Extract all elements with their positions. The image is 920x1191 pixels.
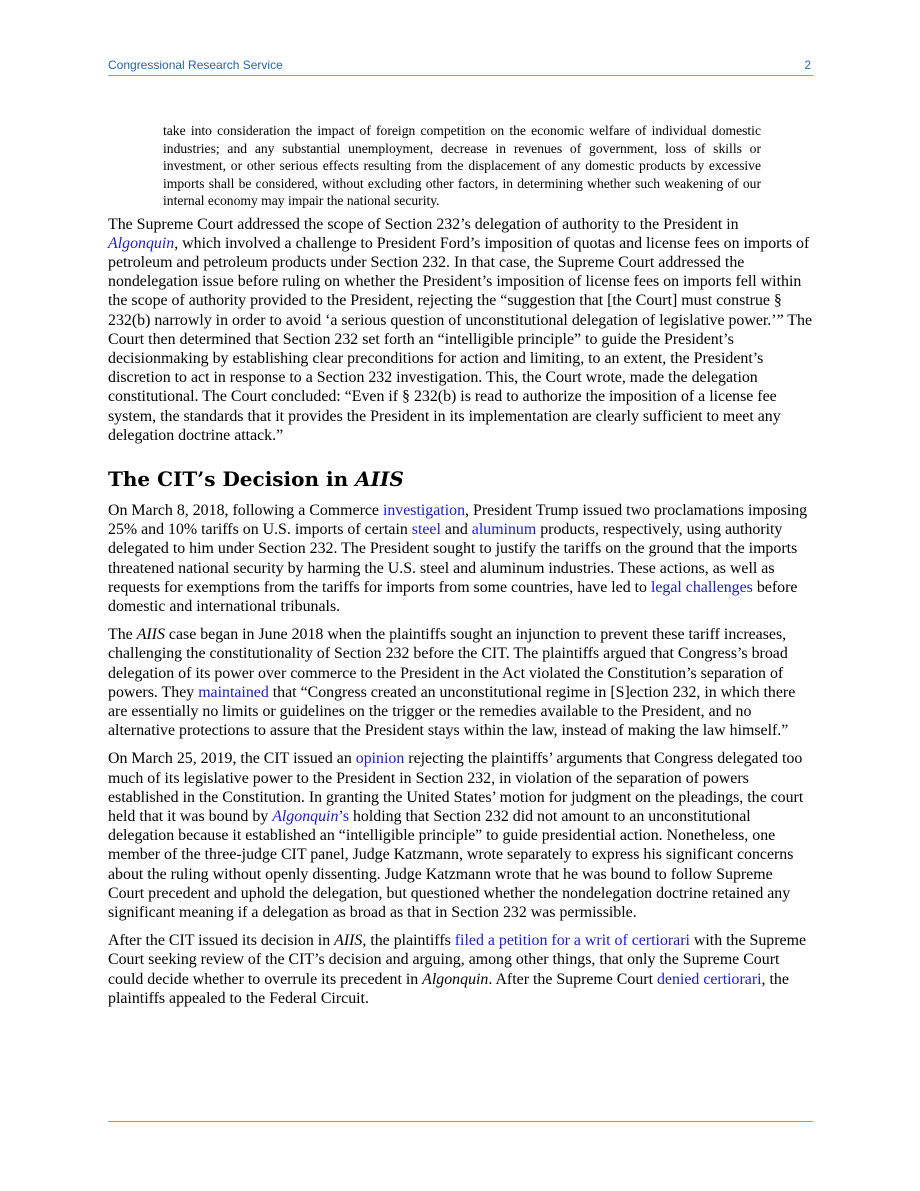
text-span: , which involved a challenge to President Ford’s imposition of quotas and license fees on imports of petroleum and petroleum products under Section 232. In that case, the Supreme Court addressed the nondelegation issue before ruling on whether the President’s imposition of license fees on imports fell within the scope of authority provided to the President, rejecting the “suggestion that [the Court] must construe § 232(b) narrowly in order to avoid ‘a serious question of unconstitutional delegation of legislative power.’” The Court then determined that Section 232 set forth an “intelligible principle” to guide the President’s decisionmaking by establishing clear preconditions for action and limiting, to an extent, the President’s discretion to act in response to a Section 232 investigation. This, the Court wrote, made the delegation constitutional. The Court concluded: “Even if § 232(b) is read to authorize the imposition of a license fee system, the standards that it provides the President in its implementation are clearly sufficient to meet any delegation doctrine attack.” <box>108 234 813 444</box>
header-organization: Congressional Research Service <box>108 58 283 72</box>
text-span: , the plaintiffs appealed to the Federal Circuit. <box>108 970 789 1007</box>
link-steel[interactable]: steel <box>411 521 441 539</box>
text-span: . After the Supreme Court <box>488 970 657 988</box>
text-span: case began in June 2018 when the plaintiffs sought an injunction to prevent these tariff increases, challenging the constitutionality of Section 232 before the CIT. The plaintiffs argued that Congress’s broad delegation of its power over commerce to the President in the Act violated the Constitution’s separation of powers. They <box>108 626 788 701</box>
text-span: On March 8, 2018, following a Commerce <box>108 501 383 519</box>
link-text: ’s <box>338 807 350 825</box>
link-opinion[interactable]: opinion <box>355 750 405 768</box>
link-text: Algonquin <box>108 234 175 252</box>
link-maintained[interactable]: maintained <box>198 683 269 701</box>
text-span: The <box>108 626 137 644</box>
heading-text: The CIT’s Decision in <box>108 466 356 491</box>
text-span: After the CIT issued its decision in <box>108 932 335 950</box>
italic-text: Algonquin <box>422 970 489 988</box>
link-denied-certiorari[interactable]: denied certiorari <box>656 970 762 988</box>
heading-italic: AIIS <box>355 466 404 491</box>
paragraph-cit-opinion <box>108 749 812 922</box>
link-petition[interactable]: filed a petition for a writ of certiorari <box>454 932 690 950</box>
text-span: and <box>440 521 472 539</box>
paragraph-algonquin <box>108 215 812 445</box>
section-heading <box>108 467 812 491</box>
text-span: rejecting the plaintiffs’ arguments that Congress delegated too much of its legislative power to the President in Section 232, in violation of the separation of powers established in the Constitution. In granting the United States’ motion for judgment on the pleadings, the court held that it was bound by <box>108 750 804 825</box>
italic-text: AIIS <box>334 932 363 950</box>
text-span: that “Congress created an unconstitutional regime in [S]ection 232, in which there are essentially no limits or guidelines on the trigger or the remedies available to the President, and no alternative protections to assure that the President stays within the law, instead of making the law himself.” <box>108 683 796 740</box>
link-aluminum[interactable]: aluminum <box>471 521 537 539</box>
paragraph-certiorari <box>108 931 812 1008</box>
text-span: On March 25, 2019, the CIT issued an <box>108 750 356 768</box>
text-span: , the plaintiffs <box>362 932 455 950</box>
link-text: Algonquin <box>272 807 339 825</box>
text-span: holding that Section 232 did not amount to an unconstitutional delegation because it established an “intelligible principle” to guide presidential action. Nonetheless, one member of the three-judge CIT panel, Judge Katzmann, wrote separately to express his significant concerns about the ruling without openly dissenting. Judge Katzmann wrote that he was bound to follow Supreme Court precedent and uphold the delegation, but questioned whether the nondelegation doctrine retained any significant meaning if a delegation as broad as that in Section 232 was permissible. <box>108 807 794 921</box>
footer-divider <box>108 1121 813 1122</box>
paragraph-proclamations <box>108 501 812 616</box>
text-span: , President Trump issued two proclamations imposing 25% and 10% tariffs on U.S. imports of certain <box>108 501 808 539</box>
page-header <box>108 58 813 76</box>
italic-text: AIIS <box>136 626 165 644</box>
block-quote: take into consideration the impact of foreign competition on the economic welfare of individual domestic industries; and any substantial unemployment, decrease in revenues of government, loss of skills or investment, or other serious effects resulting from the displacement of any domestic products by excessive imports shall be considered, without excluding other factors, in determining whether such weakening of our internal economy may impair the national security. <box>163 123 761 208</box>
paragraph-aiis-case <box>108 625 812 740</box>
page-number: 2 <box>804 58 811 72</box>
text-span: with the Supreme Court seeking review of the CIT’s decision and arguing, among other things, that only the Supreme Court could decide whether to overrule its precedent in <box>108 932 807 988</box>
link-legal-challenges[interactable]: legal challenges <box>650 578 753 596</box>
link-investigation[interactable]: investigation <box>382 501 466 519</box>
link-algonquin[interactable] <box>108 235 174 252</box>
text-span: before domestic and international tribunals. <box>108 578 798 615</box>
text-span: The Supreme Court addressed the scope of Section 232’s delegation of authority to the President in <box>108 215 739 233</box>
link-algonquin-holding[interactable] <box>272 808 349 825</box>
document-body <box>108 122 812 1008</box>
text-span: products, respectively, using authority delegated to him under Section 232. The President sought to justify the tariffs on the ground that the imports threatened national security by harming the U.S. steel and aluminum industries. These actions, as well as requests for exemptions from the tariffs for imports from some countries, have led to <box>108 521 798 596</box>
